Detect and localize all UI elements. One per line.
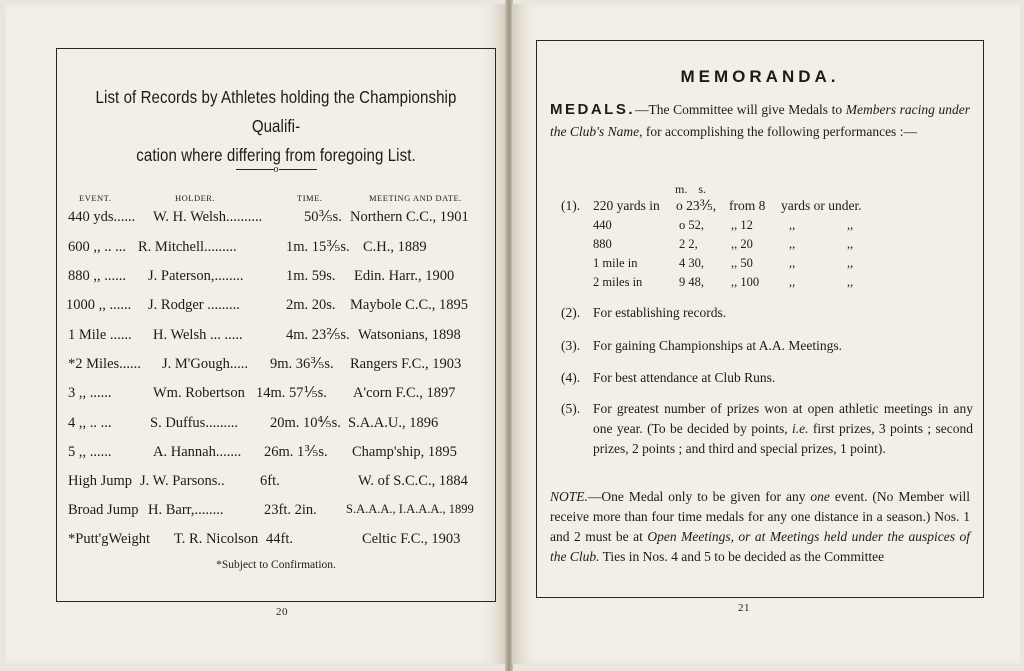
medal-criterion-3 [561,336,973,356]
record-time: 6ft. [260,473,280,489]
criterion-number: (2). [561,305,581,320]
performance-distance: 220 yards in [593,198,660,213]
record-holder: W. H. Welsh.......... [153,209,263,225]
record-holder: J. Paterson,........ [148,268,244,284]
record-time: 2m. 20s. [286,297,336,313]
record-time: 4m. 23⅖s. [286,327,350,343]
record-time: 1m. 15⅗s. [286,239,350,255]
record-time: 1m. 59s. [286,268,336,284]
record-event: Broad Jump [68,502,139,518]
record-event: *Putt'gWeight [68,531,151,547]
memoranda-title: MEMORANDA. [680,67,840,86]
criterion-text: For establishing records. [593,305,727,320]
performance-from: ,, 50 [731,256,753,270]
record-meeting: A'corn F.C., 1897 [353,385,456,401]
page-number-left: 20 [276,606,288,618]
note-label: NOTE. [550,489,588,504]
performance-distance: 880 [593,237,612,251]
records-title-line-1: List of Records by Athletes holding the Championship Qualifi- [95,87,457,136]
medal-criterion-2 [561,303,973,323]
medal-criterion-4 [561,368,973,388]
record-time: 44ft. [266,531,293,547]
medals-paragraph [550,99,970,143]
performance-from: ,, 12 [731,218,753,232]
performance-label: (1). [561,198,581,213]
performance-time: 2 2, [679,237,698,251]
criterion-number: (3). [561,338,581,353]
record-meeting: Maybole C.C., 1895 [350,297,469,313]
record-meeting: Edin. Harr., 1900 [354,268,455,284]
record-meeting: Watsonians, 1898 [358,327,461,343]
medals-text: —The Committee will give Medals to [635,102,843,117]
header-event: EVENT. [79,193,112,203]
record-event: 5 ,, ...... [68,444,112,460]
record-holder: J. M'Gough..... [162,356,248,372]
performance-ditto: ,, [847,237,854,251]
record-event: High Jump [68,473,133,489]
record-time: 50⅗s. [304,209,342,225]
record-time: 14m. 57⅕s. [256,385,327,401]
criterion-text: For best attendance at Club Runs. [593,370,776,385]
performance-ditto: ,, [789,218,796,232]
performance-time: o 23⅗, [676,198,717,213]
header-time: TIME. [297,193,323,203]
record-meeting: S.A.A.U., 1896 [348,415,439,431]
performance-from: ,, 20 [731,237,753,251]
record-event: 880 ,, ...... [68,268,126,284]
records-frame [56,48,496,602]
performance-time: o 52, [679,218,704,232]
criterion-text: For greatest number of prizes won at open athletic meetings in any one year. (To be decided by points, i.e. first prizes, 3 points ; second prizes, 2 points ; and third and special prizes, 1 point). [593,401,973,456]
performance-unit: yards or under. [781,198,862,213]
record-meeting: Northern C.C., 1901 [350,209,469,225]
record-time: 26m. 1⅗s. [264,444,328,460]
performance-distance: 440 [593,218,612,232]
record-holder: S. Duffus......... [150,415,238,431]
record-holder: Wm. Robertson [153,385,245,401]
record-meeting: S.A.A.A., I.A.A.A., 1899 [346,502,474,516]
record-holder: R. Mitchell......... [138,239,237,255]
medals-text-continued: for accomplishing the following performances :— [642,124,917,139]
record-holder: J. W. Parsons.. [140,473,225,489]
performance-ditto: ,, [847,275,854,289]
record-meeting: Champ'ship, 1895 [352,444,457,460]
header-meeting: MEETING AND DATE. [369,193,462,203]
header-holder: HOLDER. [175,193,216,203]
criterion-number: (5). [561,401,581,416]
record-event: 3 ,, ...... [68,385,112,401]
performance-ditto: ,, [789,275,796,289]
record-time: 9m. 36⅗s. [270,356,334,372]
record-event: 600 ,, .. ... [68,239,126,255]
performance-ditto: ,, [789,237,796,251]
performance-time: 4 30, [679,256,704,270]
record-event: 4 ,, .. ... [68,415,112,431]
criterion-number: (4). [561,370,581,385]
record-time: 20m. 10⅘s. [270,415,341,431]
records-title-line-2: cation where differing from foregoing List. [136,145,416,165]
medals-italic-text: Members racing under the Club's Name, [550,102,971,139]
record-event: 1000 ,, ...... [66,297,132,313]
memoranda-frame [536,40,984,598]
medal-criterion-5 [561,399,973,459]
records-title [88,83,465,170]
performance-from: ,, 100 [731,275,760,289]
performance-ditto: ,, [789,256,796,270]
performance-distance: 1 mile in [593,256,638,270]
record-event: 1 Mile ...... [68,327,132,343]
performance-from: from 8 [729,198,766,213]
performance-time: 9 48, [679,275,704,289]
title-divider [57,164,495,175]
note-paragraph: NOTE.—One Medal only to be given for any one event. (No Member will receive more than four time medals for any one distance in a season.) Nos. 1 and 2 must be at Open Meetings, or at Meetings held under the auspices of the Club. Ties in Nos. 4 and 5 to be decided as the Committee [550,489,971,564]
record-event: 440 yds...... [68,209,136,225]
record-meeting: C.H., 1889 [363,239,427,255]
record-holder: T. R. Nicolson [174,531,259,547]
record-holder: A. Hannah....... [153,444,242,460]
medals-heading: MEDALS. [550,101,635,118]
divider-mark: o [273,164,279,175]
record-meeting: Rangers F.C., 1903 [350,356,462,372]
page-number-right: 21 [738,602,750,614]
footnote: *Subject to Confirmation. [216,559,336,571]
performance-distance: 2 miles in [593,275,643,289]
record-holder: H. Welsh ... ..... [153,327,243,343]
record-holder: H. Barr,........ [148,502,224,518]
performance-ditto: ,, [847,218,854,232]
record-meeting: W. of S.C.C., 1884 [358,473,468,489]
record-event: *2 Miles...... [68,356,141,372]
record-holder: J. Rodger ......... [148,297,240,313]
performance-ditto: ,, [847,256,854,270]
record-time: 23ft. 2in. [264,502,317,518]
minutes-seconds-header: m. s. [675,182,707,196]
record-meeting: Celtic F.C., 1903 [362,531,461,547]
criterion-text: For gaining Championships at A.A. Meetings. [593,338,842,353]
